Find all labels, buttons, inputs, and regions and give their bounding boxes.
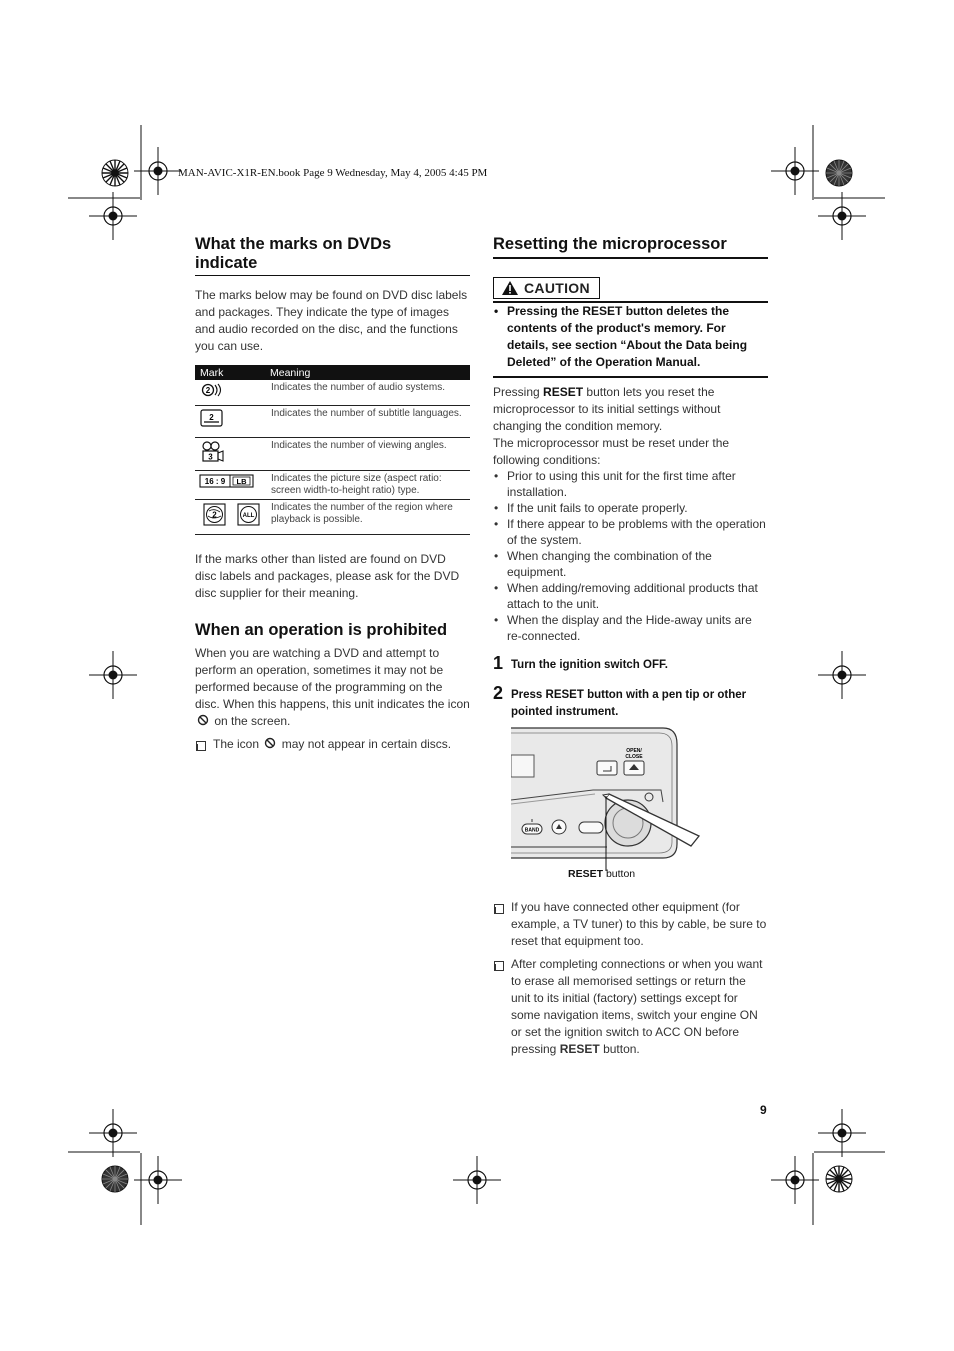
caution-label: CAUTION xyxy=(493,277,600,299)
aspect-ratio-icon xyxy=(199,473,255,489)
table-row: 16 : 9 LB Indicates the picture size (aspect ratio: screen width-to-height ratio) type. xyxy=(195,470,470,499)
subtitle-languages-icon xyxy=(199,408,225,430)
book-info-header: MAN-AVIC-X1R-EN.book Page 9 Wednesday, May 4, 2005 4:45 PM xyxy=(178,167,488,179)
list-item: • When the display and the Hide-away units are re-connected. xyxy=(493,612,768,644)
table-row: 2 Indicates the number of audio systems. xyxy=(195,380,470,405)
reset-button-figure xyxy=(511,726,706,888)
dvd-marks-table xyxy=(195,365,470,535)
prohibited-body: When you are watching a DVD and attempt to perform an operation, sometimes it may not be performed because of the programming on the disc. When this happens, this unit indicates the icon on the screen. xyxy=(195,646,470,728)
divider xyxy=(195,275,470,276)
list-item: • When adding/removing additional products that attach to the unit. xyxy=(493,580,768,612)
svg-text:2: 2 xyxy=(205,386,211,395)
prohibited-icon xyxy=(264,737,276,749)
reset-conditions xyxy=(493,468,768,644)
warning-icon xyxy=(501,280,519,296)
divider xyxy=(493,376,768,378)
list-item: • Prior to using this unit for the first time after installation. xyxy=(493,468,768,500)
svg-text:LB: LB xyxy=(236,476,247,486)
step-1-number: 1 xyxy=(493,653,504,673)
svg-text:3: 3 xyxy=(208,452,213,461)
svg-text:2: 2 xyxy=(212,510,217,519)
divider xyxy=(493,257,768,259)
svg-text:BAND: BAND xyxy=(524,827,540,834)
list-item: • If the unit fails to operate properly. xyxy=(493,500,768,516)
svg-text:CLOSE: CLOSE xyxy=(625,754,643,760)
reset-button-caption: RESET button xyxy=(568,868,636,880)
table-row: 2 Indicates the number of subtitle languages. xyxy=(195,405,470,437)
audio-systems-icon xyxy=(199,382,225,398)
section-title-dvd-marks: What the marks on DVDs indicate xyxy=(195,235,392,272)
note-other-equipment: If you have connected other equipment (for example, a TV tuner) to this by cable, be sure to reset that equipment too. xyxy=(511,900,767,948)
prohibited-note: The icon may not appear in certain discs. xyxy=(213,737,452,751)
step-2-text: Press RESET button with a pen tip or other pointed instrument. xyxy=(511,689,747,718)
step-2-number: 2 xyxy=(493,683,504,703)
list-item: • If there appear to be problems with the operation of the system. xyxy=(493,516,768,548)
dvd-marks-intro: The marks below may be found on DVD disc labels and packages. They indicate the type of images and audio recorded on the disc, and the functions you can use. xyxy=(195,288,468,353)
svg-text:2: 2 xyxy=(209,412,214,422)
section-title-reset: Resetting the microprocessor xyxy=(493,235,727,253)
viewing-angles-icon xyxy=(199,440,227,464)
table-header-row xyxy=(195,365,470,380)
note-erase-settings: After completing connections or when you want to erase all memorised settings or return the unit to its initial (factory) settings except for some navigation items, switch your engine ON or set the ignition switch to ACC ON before pressing RESET button. xyxy=(511,957,763,1056)
svg-text:ALL: ALL xyxy=(242,512,255,519)
svg-text:OPEN/: OPEN/ xyxy=(626,748,642,754)
col-mark: Mark xyxy=(195,365,265,380)
col-meaning: Meaning xyxy=(265,365,470,380)
reset-intro: Pressing RESET button lets you reset the microprocessor to its initial settings without changing the condition memory. The microprocessor must be reset under the following conditions: xyxy=(493,385,730,467)
caution-text: • Pressing the RESET button deletes the contents of the product's memory. For details, see section “About the Data being Deleted” of the Operation Manual. xyxy=(493,303,768,371)
note-marker xyxy=(196,741,206,751)
prohibited-icon xyxy=(197,714,209,726)
note-marker xyxy=(494,961,504,971)
section-title-prohibited: When an operation is prohibited xyxy=(195,621,448,639)
page-number: 9 xyxy=(760,1103,767,1117)
svg-text:16 : 9: 16 : 9 xyxy=(204,476,226,486)
table-row: 3 Indicates the number of viewing angles. xyxy=(195,437,470,470)
note-marker xyxy=(494,904,504,914)
dvd-marks-outro: If the marks other than listed are found on DVD disc labels and packages, please ask for the DVD disc supplier for their meaning. xyxy=(195,552,460,600)
region-icon xyxy=(199,502,261,528)
list-item: • When changing the combination of the equipment. xyxy=(493,548,768,580)
step-1-text: Turn the ignition switch OFF. xyxy=(511,659,668,671)
table-row: 2 ALL Indicates the number of the region where playback is possible. xyxy=(195,499,470,534)
